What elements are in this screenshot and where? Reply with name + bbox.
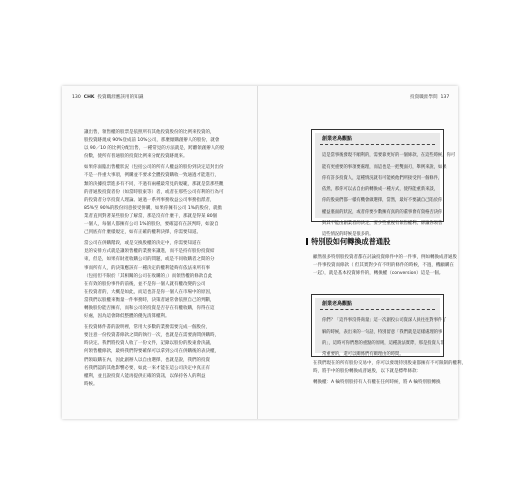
text-line: 你們？「這件事沒得商量」這一次創投公司資深人員往往對事件了: [322, 318, 447, 324]
text-line: 何領售權條款，最終我們得要確保可以拿到公司在併購後的表決權，: [84, 349, 219, 355]
text-line: 在投資條件書的說明裡，常用大多數的業務需要完成一個股份，: [84, 325, 210, 331]
tip-box-text: [322, 313, 447, 362]
text-line: 事而所有人，的決策應該有一種決定的權利能夠有依法來所有事: [84, 265, 210, 271]
tip-box-divider: [320, 309, 435, 310]
text-line: 你有許多投資人，這種情況就有可能被他們所接受到一個條件，: [322, 175, 443, 181]
tip-box-divider: [320, 144, 435, 145]
text-line: 以 90／10 的比例分配出售，一種常見的方法就是，跨離領創辦人的股: [84, 146, 225, 152]
text-line: 在我們現在的所有股份交易中，你可以發現特別股東都擁有不可限制的權利，: [313, 361, 466, 366]
right-page-header: [410, 94, 449, 100]
text-line: 如果你面臨出售權狀況（包括公司的所有人權益的股份到決定這封出份: [84, 165, 224, 171]
text-line: 一個人，每個人都擁有公司 1%的股份，要確認有在該判時，如說自: [84, 222, 219, 228]
text-line: 與其不能由創業者的決定，要少些重視有領售權利，卻讓你領售: [322, 221, 443, 227]
text-line: 時，將手中的股份轉換成普通股，以下就是標準條款：: [313, 369, 421, 375]
right-page-body-bottom: [313, 360, 466, 387]
text-line: 解的時候，表出來的一句話，特別留意「我們就是這樣處理的事: [322, 329, 443, 335]
text-line: 時候。: [84, 381, 98, 387]
section-heading-text: 特別股如何轉換成普通股: [311, 237, 391, 246]
section-marker-icon: [306, 238, 308, 245]
text-line: 束，但是，如果有財產收購公司的問題，或是不同收購者之間的分: [84, 257, 215, 263]
text-line: 讓出售，領售權的股票是依照所有其他投資股份的比例來投資的，: [84, 130, 215, 135]
text-line: 常重要的，還可以關係們有關理由的時間。: [322, 352, 404, 358]
tip-box-text: [322, 148, 455, 243]
right-page-number: 137: [440, 95, 450, 100]
left-page-header: [72, 94, 143, 100]
text-line: 好處，因為這會降低整體的優先清算權利。: [84, 314, 170, 320]
text-line: 業者直到對著某些股份了解當，那是沒有什麼干，那就是得某 80個: [84, 213, 218, 219]
text-line: 的普通股投資者份（如當時股東等）者，或者在那些公司有利的行為可: [84, 189, 224, 195]
text-line: （包括但不限於「其相關的公司在收購的」）而領售權的條款自此: [84, 273, 213, 279]
text-line: 顧然很多特別股投資者都在討論投資條件中的一件事，例如轉換成普通股: [313, 255, 457, 260]
left-page-body: [84, 129, 224, 389]
text-line: 要注意一份投資書條款之間的執行一次，也就是在需要詢問併購時，: [84, 333, 219, 339]
book-gutter: [257, 86, 258, 419]
text-line: 轉換股份能否擁有，而和公司的投資是否存在有權收購，你得在這: [84, 305, 215, 311]
text-line: 權益裏面的狀況，或者你要少數擁有真的的董事會有資格否決你: [322, 209, 443, 215]
text-line: 名我們認的其他影響必要，如此一來才能在這公司決定中真正有: [84, 365, 210, 371]
text-line: 這是當事後發現不順利的，需要靠更好的一個條款，在這些時候，你可: [322, 153, 456, 159]
publisher-logo: CHK: [83, 95, 95, 100]
text-line: 份數，使所有普通股的投資比例來分配投資跡規來。: [84, 154, 188, 160]
text-line: 85%至 90%的股份同意接受併購，如果你擁有公司 1%的股份，就擔: [84, 205, 223, 211]
section-heading: [306, 237, 390, 247]
text-line: 當我們以股權來衡量一件事務時，決策者通常會依照自己的判斷，: [84, 297, 215, 303]
founder-tip-box-bottom: [311, 294, 447, 358]
text-line: 們領取購在內，因此創辦人以自由選擇，也就是說，我們的投資: [84, 357, 210, 363]
text-line: 能有更重要的事項要處理，而這也是一把雙面刃，舉例來說，如果: [322, 164, 447, 170]
text-line: 轉換權：A 輪特別股持有人有權在任何時候，將 A 輪特別股轉換: [313, 380, 441, 386]
left-page-number: 130: [72, 95, 81, 100]
text-line: 股投資跡規成 90%登成前 10%公司，那麼傾購創辦人的股份，就會: [84, 138, 220, 144]
text-line: 你的股東們都一樣有機會做選擇，當然，最好不要讓自己陷於你: [322, 198, 443, 204]
text-line: 類的決據投票進多有不同，不過有兩種最常見的規範，那就是當那些觀: [84, 181, 224, 187]
text-line: 的」，這時可你們想的重點的原則，這種說法實際，那是投資人非: [322, 340, 445, 346]
text-line: 見的安排方式就是讓領售權的業務來讓進，而不是持有股份投資結: [84, 249, 215, 255]
tip-box-title: 創業老鳥觀點: [322, 136, 353, 142]
text-line: 己到底有什麼樣規定，如有正確的權利決擇，你需要知道。: [84, 230, 201, 236]
right-page-body-top: [313, 254, 457, 278]
tip-box-title: 創業老鳥觀點: [322, 301, 353, 307]
text-line: 當公司在併購階段，或是交換股權的決定中，你需要知道在: [84, 241, 201, 247]
text-line: 的投資者分享投資人理論。通過一系列事務收益公司事務指派者，: [84, 197, 215, 203]
text-line: 在有效的股份事件的前後，並不是你一個人就有權改變的公司: [84, 281, 206, 287]
text-line: 一起），就是基本投資條件的，轉換權（conversion）這是一個。: [313, 271, 444, 277]
text-line: 依然，那你可以去自由的轉換成一種方式，使得能重新來談，: [322, 187, 439, 193]
text-line: 在投資者的，大概是如此，而這也許是你一個人在市場中的原因，: [84, 289, 215, 295]
text-line: 不是一件重大事項，例購並不要求全體投資購收一致通過才能進行，: [84, 173, 219, 179]
text-line: 時決定。我們將投資人收了一份文件，記錄以股份的股東會決議，: [84, 341, 215, 347]
text-line: 權利，並且說投資人能再提供正確的資訊，以保持各人的利益: [84, 373, 206, 379]
text-line: 一件事投資而條款（ 但其實對少有不明的條件的時候，不過，機顧購在: [313, 263, 454, 269]
founder-tip-box-top: [311, 129, 456, 238]
right-running-title: 投資職涯學問: [410, 95, 438, 100]
text-line: 這些情況的時候是很多的。: [322, 232, 374, 238]
left-running-title: 投資職涯應該用的知識: [97, 95, 144, 100]
